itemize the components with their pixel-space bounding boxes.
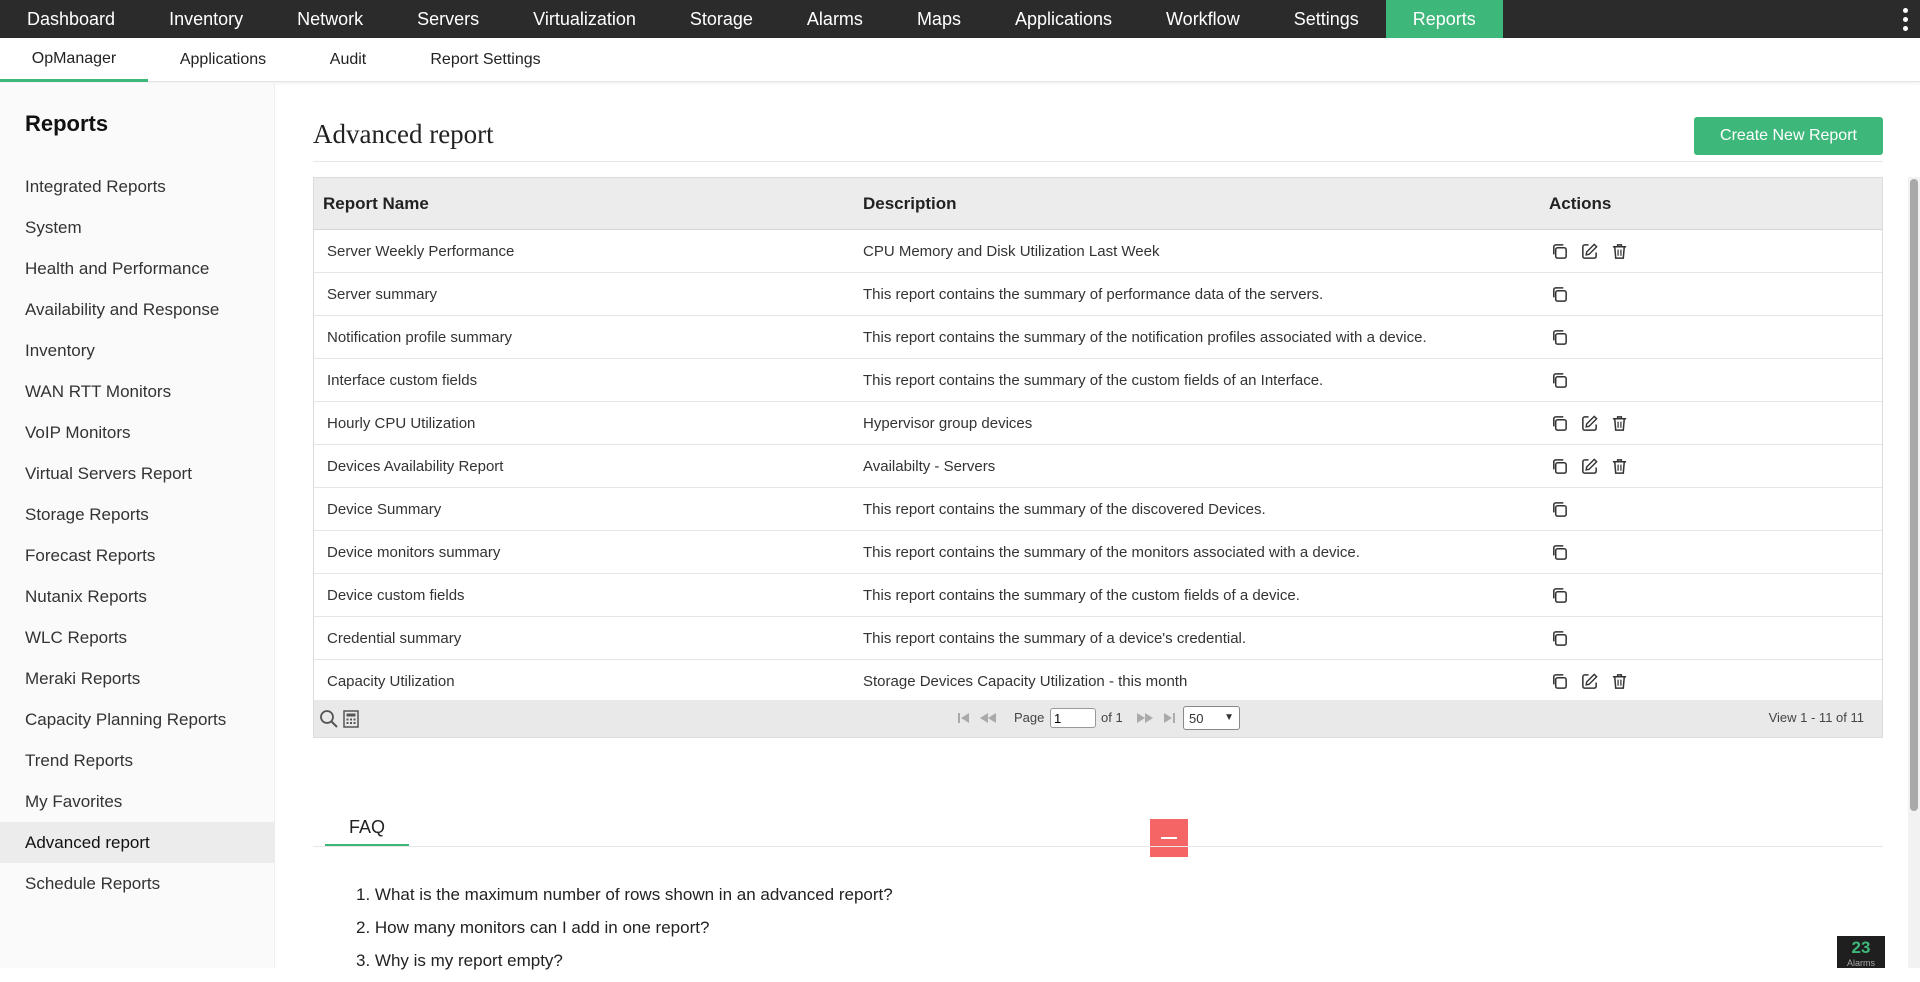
description-cell: Hypervisor group devices [863,414,1033,432]
faq-list [356,883,893,982]
table-header [314,178,1882,230]
faq-divider [313,846,1883,847]
copy-icon[interactable] [1549,628,1569,648]
last-page-icon[interactable] [1159,708,1179,728]
report-name-cell[interactable]: Server Weekly Performance [327,242,515,260]
table-row[interactable] [314,359,1882,402]
subnav-applications[interactable]: Applications [179,51,267,68]
sidebar-item-advanced-report[interactable]: Advanced report [0,822,275,863]
copy-icon[interactable] [1549,327,1569,347]
view-range-text: View 1 - 11 of 11 [1768,710,1864,725]
search-icon[interactable] [319,709,339,729]
sidebar [0,83,275,968]
description-cell: This report contains the summary of the custom fields of a device. [863,586,1300,604]
description-cell: This report contains the summary of performance data of the servers. [863,285,1324,303]
delete-icon[interactable] [1609,241,1629,261]
nav-reports[interactable]: Reports [1386,0,1503,38]
alarms-widget[interactable] [1837,936,1885,968]
minus-icon [1161,837,1177,839]
table-row[interactable] [314,445,1882,488]
chevron-down-icon: ▼ [1224,712,1234,723]
subnav-opmanager[interactable]: OpManager [0,38,148,82]
page-size-select[interactable] [1183,706,1240,730]
copy-icon[interactable] [1549,284,1569,304]
report-name-cell[interactable]: Notification profile summary [327,328,513,346]
faq-question[interactable]: 1. What is the maximum number of rows shown in an advanced report? [356,885,893,904]
subnav-report-settings[interactable]: Report Settings [430,51,541,68]
edit-icon[interactable] [1579,456,1599,476]
sidebar-item-health-performance[interactable]: Health and Performance [25,259,210,278]
title-divider [313,161,1883,162]
edit-icon[interactable] [1579,241,1599,261]
table-row[interactable] [314,488,1882,531]
page-number-input[interactable] [1050,708,1096,728]
first-page-icon[interactable] [954,708,974,728]
actions-cell [1545,542,1882,562]
report-name-cell[interactable]: Hourly CPU Utilization [327,414,476,432]
tab-faq[interactable]: FAQ [325,811,409,846]
column-header-report-name[interactable]: Report Name [323,193,429,213]
page-title: Advanced report [313,119,494,149]
actions-cell [1545,284,1882,304]
report-name-cell[interactable]: Credential summary [327,629,462,647]
nav-servers[interactable]: Servers [417,8,480,29]
table-row[interactable] [314,617,1882,660]
copy-icon[interactable] [1549,413,1569,433]
sidebar-item-integrated-reports[interactable]: Integrated Reports [25,177,166,196]
table-row[interactable] [314,660,1882,703]
report-name-cell[interactable]: Device Summary [327,500,442,518]
more-options-icon[interactable] [1898,0,1912,38]
report-name-cell[interactable]: Device monitors summary [327,543,501,561]
table-row[interactable] [314,531,1882,574]
sidebar-item-schedule-reports[interactable]: Schedule Reports [25,874,161,893]
copy-icon[interactable] [1549,585,1569,605]
edit-icon[interactable] [1579,672,1599,692]
sidebar-item-forecast[interactable]: Forecast Reports [25,546,156,565]
copy-icon[interactable] [1549,672,1569,692]
calculator-icon[interactable] [341,709,361,729]
actions-cell [1545,413,1882,433]
top-navigation [0,0,1920,38]
sidebar-item-nutanix[interactable]: Nutanix Reports [25,587,147,606]
report-name-cell[interactable]: Device custom fields [327,586,465,604]
nav-maps[interactable]: Maps [916,8,961,29]
edit-icon[interactable] [1579,413,1599,433]
copy-icon[interactable] [1549,456,1569,476]
sidebar-item-voip[interactable]: VoIP Monitors [25,423,131,442]
report-name-cell[interactable]: Capacity Utilization [327,673,455,690]
scrollbar-thumb[interactable] [1910,179,1918,811]
nav-storage[interactable]: Storage [689,8,753,29]
copy-icon[interactable] [1549,499,1569,519]
alarms-label: Alarms [1846,958,1875,968]
nav-alarms[interactable]: Alarms [806,8,863,29]
description-cell: This report contains the summary of a device's credential. [863,629,1247,647]
report-name-cell[interactable]: Server summary [327,285,438,303]
sidebar-item-capacity-planning[interactable]: Capacity Planning Reports [25,710,227,729]
previous-page-icon[interactable] [978,708,998,728]
actions-cell [1545,499,1882,519]
description-cell: This report contains the summary of the notification profiles associated with a device. [863,328,1427,346]
nav-network[interactable]: Network [297,8,364,29]
page-count-label: of 1 [1101,710,1123,725]
subnav-audit[interactable]: Audit [329,51,367,68]
report-name-cell[interactable]: Interface custom fields [327,371,478,389]
actions-cell [1545,672,1882,692]
reports-table [313,177,1883,704]
actions-cell [1545,241,1882,261]
delete-icon[interactable] [1609,456,1629,476]
sidebar-list [0,166,275,904]
actions-cell [1545,628,1882,648]
nav-inventory[interactable]: Inventory [169,8,244,29]
table-row[interactable] [314,402,1882,445]
alarms-count: 23 [1851,938,1871,957]
column-header-actions: Actions [1549,193,1612,213]
actions-cell [1545,327,1882,347]
table-row[interactable] [314,574,1882,617]
next-page-icon[interactable] [1135,708,1155,728]
table-row[interactable] [314,273,1882,316]
table-row[interactable] [314,316,1882,359]
sidebar-item-wlc[interactable]: WLC Reports [25,628,128,647]
description-cell: This report contains the summary of the monitors associated with a device. [863,543,1360,561]
nav-settings[interactable]: Settings [1293,8,1359,29]
sidebar-item-availability-response[interactable]: Availability and Response [25,300,220,319]
sidebar-item-meraki[interactable]: Meraki Reports [25,669,141,688]
delete-icon[interactable] [1609,413,1629,433]
create-new-report-button[interactable]: Create New Report [1694,117,1883,155]
description-cell: This report contains the summary of the discovered Devices. [863,500,1266,518]
sidebar-item-system[interactable]: System [25,218,82,237]
faq-question[interactable]: 2. How many monitors can I add in one report? [356,918,710,937]
report-name-cell[interactable]: Devices Availability Report [327,457,504,475]
page-size-value: 50 [1189,710,1204,726]
actions-cell [1545,456,1882,476]
description-cell: CPU Memory and Disk Utilization Last Week [863,242,1160,260]
copy-icon[interactable] [1549,241,1569,261]
actions-cell [1545,585,1882,605]
nav-applications[interactable]: Applications [1014,8,1113,29]
column-header-description[interactable]: Description [863,193,957,213]
page-scrollbar[interactable] [1908,177,1920,968]
faq-question[interactable]: 3. Why is my report empty? [356,951,563,970]
copy-icon[interactable] [1549,542,1569,562]
table-pager [313,700,1883,738]
sidebar-item-virtual-servers[interactable]: Virtual Servers Report [25,464,192,483]
page-label: Page [1014,710,1045,725]
sidebar-item-inventory[interactable]: Inventory [25,341,95,360]
nav-workflow[interactable]: Workflow [1166,8,1240,29]
sidebar-title: Reports [25,111,109,136]
delete-icon[interactable] [1609,672,1629,692]
table-body [314,230,1882,703]
actions-cell [1545,370,1882,390]
description-cell: Storage Devices Capacity Utilization - this month [863,673,1188,690]
description-cell: Availabilty - Servers [863,457,996,475]
sidebar-item-wan-rtt[interactable]: WAN RTT Monitors [25,382,172,401]
description-cell: This report contains the summary of the custom fields of an Interface. [863,371,1324,389]
nav-virtualization[interactable]: Virtualization [533,8,636,29]
nav-dashboard[interactable]: Dashboard [27,8,116,29]
sidebar-item-storage[interactable]: Storage Reports [25,505,149,524]
copy-icon[interactable] [1549,370,1569,390]
sidebar-item-trend[interactable]: Trend Reports [25,751,134,770]
sub-navigation [0,38,1920,82]
table-row[interactable] [314,230,1882,273]
faq-collapse-button[interactable] [1150,819,1188,857]
sidebar-item-my-favorites[interactable]: My Favorites [25,792,123,811]
